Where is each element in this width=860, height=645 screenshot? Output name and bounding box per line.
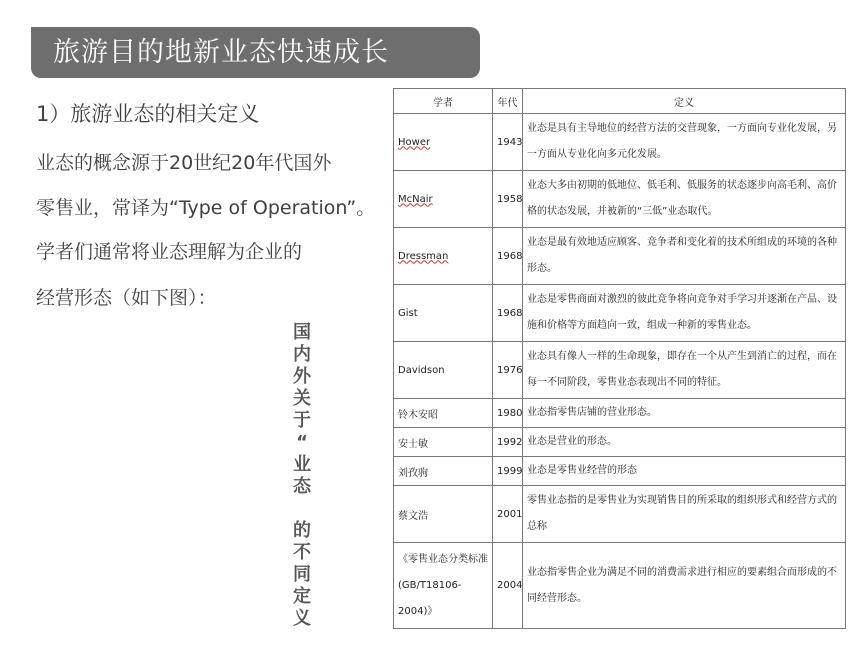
caption-char: 不 [293, 542, 311, 563]
header-scholar: 学者 [394, 89, 493, 114]
caption-char: 关 [293, 388, 311, 409]
caption-char: 态 [293, 476, 311, 497]
table-row [394, 428, 846, 457]
caption-char: 业 [293, 454, 311, 475]
table-row [394, 285, 846, 342]
table-row [394, 486, 846, 543]
year-cell: 2004 [493, 543, 523, 629]
caption-char: 外 [293, 366, 311, 387]
scholar-cell [394, 457, 493, 486]
scholar-name: 铃木安昭 [398, 409, 438, 421]
scholar-cell [394, 285, 493, 342]
year-cell: 1999 [493, 457, 523, 486]
year-cell: 1992 [493, 428, 523, 457]
definition-cell: 业态具有像人一样的生命现象，即存在一个从产生到消亡的过程，而在每一不同阶段，零售业态表现出不同的特征。 [523, 342, 846, 399]
table-row [394, 114, 846, 171]
table-row [394, 543, 846, 629]
definition-cell: 业态是最有效地适应顾客、竞争者和变化着的技术所组成的环境的各种形态。 [523, 228, 846, 285]
scholar-name: 刘孜驹 [398, 467, 428, 479]
scholar-cell [394, 228, 493, 285]
section-heading: 1）旅游业态的相关定义 [36, 102, 260, 126]
scholar-name: Dressman [398, 250, 449, 262]
scholar-name: 蔡文浩 [398, 510, 428, 522]
table-header-row [394, 89, 846, 114]
year-cell: 2001 [493, 486, 523, 543]
scholar-name: Gist [398, 307, 418, 319]
body-line-1: 业态的概念源于20世纪20年代国外 [36, 152, 332, 174]
scholar-name: 安士敏 [398, 438, 428, 450]
scholar-cell [394, 486, 493, 543]
header-definition: 定义 [523, 89, 846, 114]
scholar-name: Hower [398, 136, 431, 148]
scholar-cell [394, 114, 493, 171]
scholar-name: Davidson [398, 364, 445, 376]
definitions-table [393, 88, 846, 629]
slide-title: 旅游目的地新业态快速成长 [31, 27, 480, 78]
definition-cell: 业态指零售店铺的营业形态。 [523, 399, 846, 428]
body-line-2: 零售业，常译为“Type of Operation”。 [36, 197, 376, 219]
caption-char: 定 [293, 586, 311, 607]
caption-char: 内 [293, 344, 311, 365]
definition-cell: 业态是具有主导地位的经营方法的交营现象，一方面向专业化发展，另一方面从专业化向多元化发展。 [523, 114, 846, 171]
scholar-name: 《零售业态分类标准(GB/T18106-2004)》 [398, 553, 488, 617]
definition-cell: 业态是营业的形态。 [523, 428, 846, 457]
caption-char: 国 [293, 322, 311, 343]
table-row [394, 399, 846, 428]
scholar-cell [394, 342, 493, 399]
table-row [394, 342, 846, 399]
year-cell: 1980 [493, 399, 523, 428]
scholar-name: McNair [398, 193, 433, 205]
caption-char: 的 [293, 520, 311, 541]
body-line-3: 学者们通常将业态理解为企业的 [36, 241, 303, 263]
scholar-cell [394, 428, 493, 457]
definition-cell: 业态大多由初期的低地位、低毛利、低服务的状态逐步向高毛利、高价格的状态发展，并被新的“三低”业态取代。 [523, 171, 846, 228]
year-cell: 1943 [493, 114, 523, 171]
table-row [394, 457, 846, 486]
definition-cell: 业态是零售商面对激烈的彼此竞争将向竞争对手学习并逐渐在产品、设施和价格等方面趋向一致，组成一种新的零售业态。 [523, 285, 846, 342]
definition-cell: 零售业态指的是零售业为实现销售目的所采取的组织形式和经营方式的总称 [523, 486, 846, 543]
vertical-caption [288, 322, 316, 630]
year-cell: 1968 [493, 285, 523, 342]
scholar-cell [394, 171, 493, 228]
caption-char: “ [296, 432, 308, 453]
year-cell: 1968 [493, 228, 523, 285]
header-year: 年代 [493, 89, 523, 114]
year-cell: 1958 [493, 171, 523, 228]
scholar-cell [394, 543, 493, 629]
table-row [394, 171, 846, 228]
caption-char: 义 [293, 608, 311, 629]
caption-char: 于 [293, 410, 311, 431]
scholar-cell [394, 399, 493, 428]
definition-cell: 业态指零售企业为满足不同的消费需求进行相应的要素组合而形成的不同经营形态。 [523, 543, 846, 629]
body-line-4: 经营形态（如下图）： [36, 287, 217, 309]
caption-char: 同 [293, 564, 311, 585]
definition-cell: 业态是零售业经营的形态 [523, 457, 846, 486]
caption-char [288, 498, 316, 520]
table-row [394, 228, 846, 285]
year-cell: 1976 [493, 342, 523, 399]
